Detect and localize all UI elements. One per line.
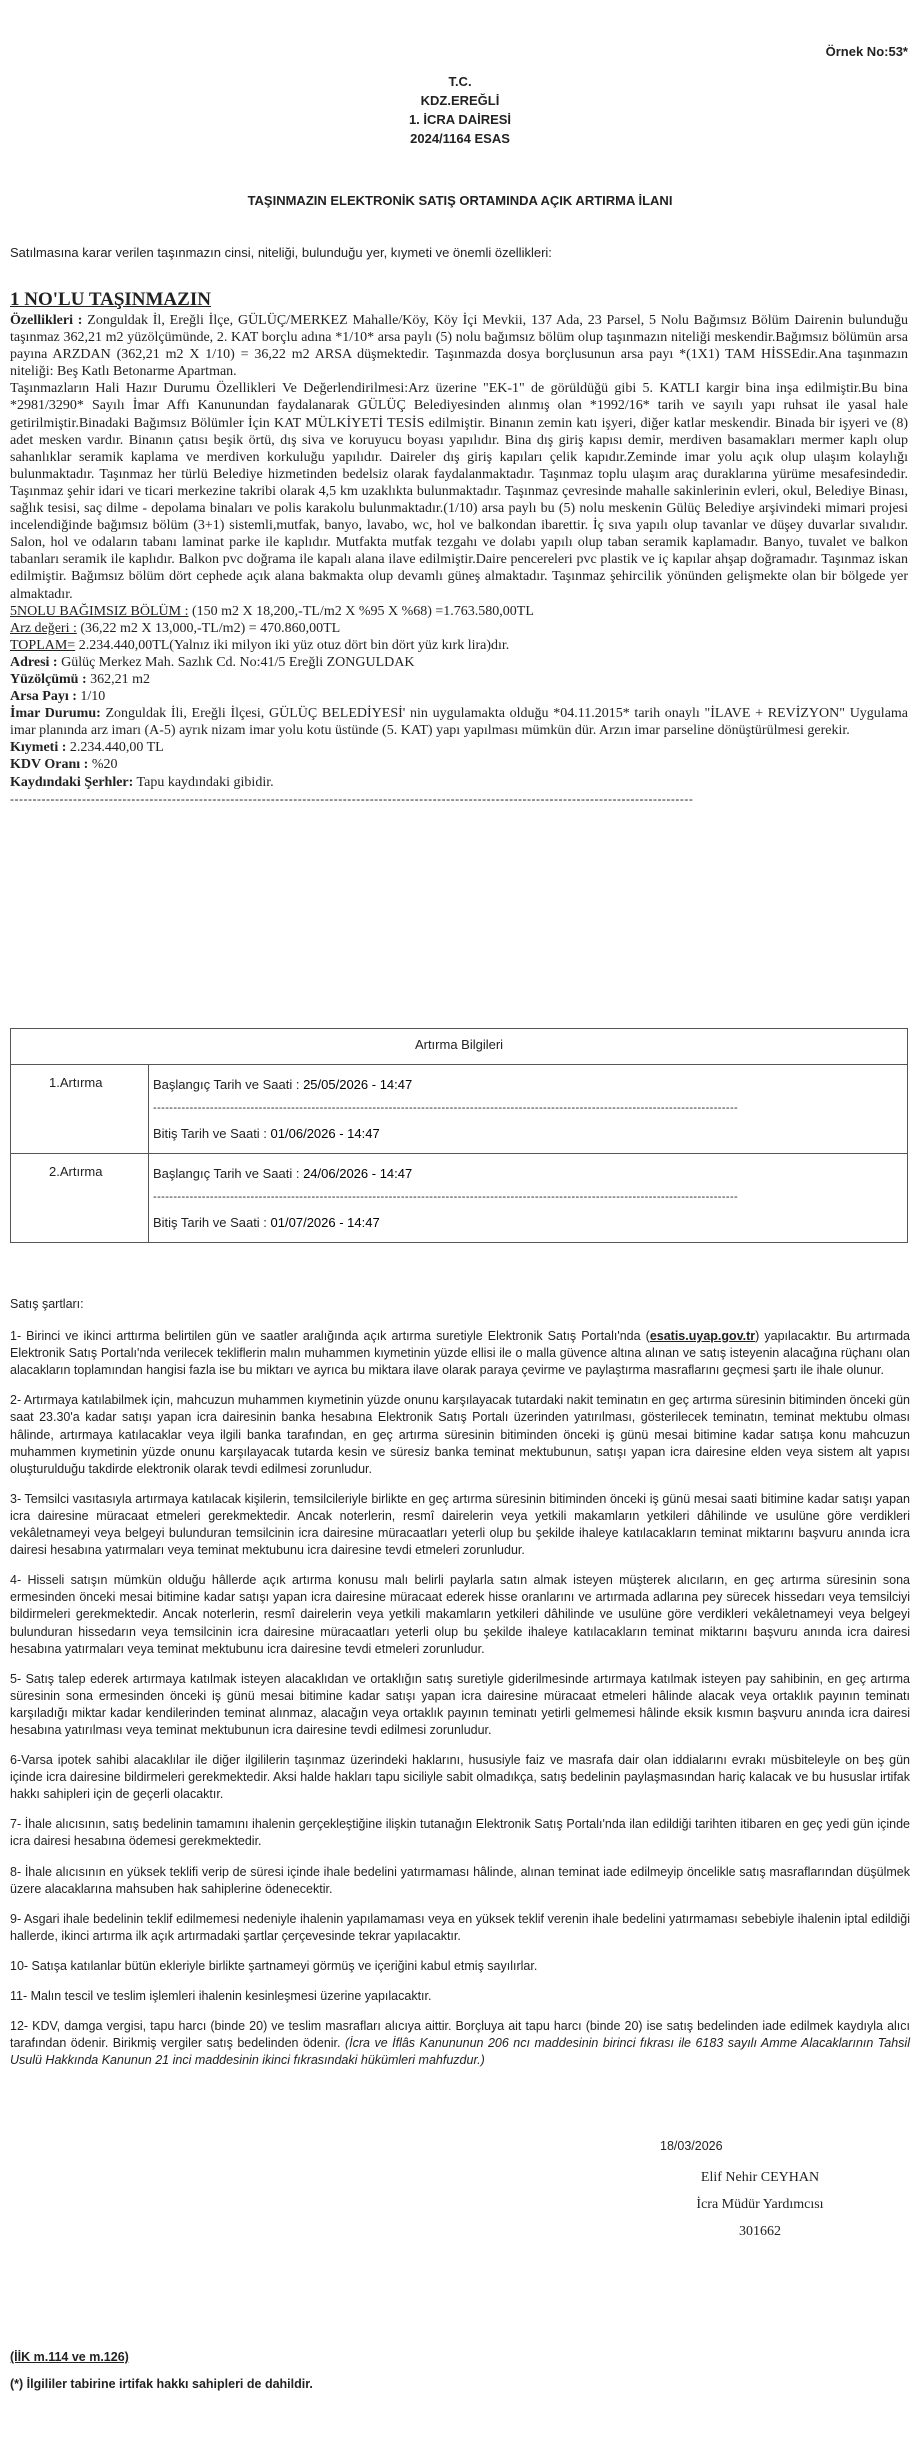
term-11: 11- Malın tescil ve teslim işlemleri ihalenin kesinleşmesi üzerine yapılacaktır. [10,1989,432,2003]
property-features [10,312,908,380]
property-area [10,671,908,688]
zoning-value: Zonguldak İli, Ereğli İlçesi, GÜLÜÇ BELEDİYESİ' nin uygulamakta olduğu *04.11.2015* tarih onaylı "İLAVE + REVİZYON" Uygulama imar planında arz imarı (A-5) ayrık nizam imar yolu kotu üstünde (5. KAT) yapı yapılması mümkün dür. Arzın imar parseline dönüştürülmesi gerekir. [10,706,909,739]
date-divider: ------------------------------------------------------------------------------------------------------------------------------------------------ [153,1191,739,1203]
term-7: 7- İhale alıcısının, satış bedelinin tamamını ihalenin gerçekleştiğine ilişkin tutanağın Elektronik Satış Portalı'nda ilan edildiği tarihten itibaren en geç yedi gün içinde icra dairesi hesabına ödemesi gerekmektedir. [10,1817,910,1849]
signature-date: 18/03/2026 [660,2139,723,2153]
end-datetime [153,1126,907,1141]
term-3: 3- Temsilci vasıtasıyla artırmaya katılacak kişilerin, temsilcileriyle birlikte en geç artırma süresinin bitiminden önceki iş günü mesai saati bitimine kadar satışı yapan icra dairesine müracaat etmeleri gerekmektedir. Ancak noterlerin, resmî dairelerin veya yetkili makamların yetkileri dâhilinde ve usulüne göre verdikleri vekâletnameyi veya belgeyi bulunduran temsilcinin icra dairesine müracaatları yeterli olup bu şekilde ihaleye katılacakların teminat miktarını başvuru anında icra dairesi hesabına yatırmaları veya teminat mektubunu icra dairesine tevdi etmeleri zorunludur. [10,1491,910,1558]
term-6: 6-Varsa ipotek sahibi alacaklılar ile diğer ilgililerin taşınmaz üzerindeki haklarını, hususiyle faiz ve masrafa dair olan iddialarını evrakı müsbiteleyle on beş gün içinde icra dairesine bildirmeleri gerekmektedir. Aksi halde hakları tapu siciliyle sabit olmadıkça, satış bedelinin paylaşmasından hariç kalacak ve bu hususlar irtifak hakkı sahipleri için de geçerli olacaktır. [10,1753,910,1802]
valuation-label: 5NOLU BAĞIMSIZ BÖLÜM : [10,603,189,619]
features-text: Zonguldak İl, Ereğli İlçe, GÜLÜÇ/MERKEZ Mahalle/Köy, Köy İçi Mevkii, 137 Ada, 23 Parsel, 5 Nolu Bağımsız Bölüm Dairenin bulunduğu taşınmaz 362,21 m2 yüzölçümünde, 2. KAT borçlu adına *1/10* arsa paylı (5) nolu bağımsız bölüm olup taşınmazın niteliği meskendir.Bağımsız bölümün arsa payına ARZDAN (362,21 m2 X 1/10) = 36,22 m2 ARSA düşmektedir. Taşınmazda dosya borçlusunun arsa payı *(1X1) TAM HİSSEdir.Ana taşınmazın niteliği: Beş Katlı Betonarme Apartman. [10,313,909,380]
term-2: 2- Artırmaya katılabilmek için, mahcuzun muhammen kıymetinin yüzde onunu karşılayacak tutardaki nakit teminatın en geç artırma süresinin bitiminden önceki gün saat 23.30'a kadar satışı yapan icra dairesinin banka hesabına Elektronik Satış Portalı üzerinden yatırılması, gösterilecek teminatın, teminat mektubu olması hâlinde, artırmaya katılacaklar veya ilgili banka tarafından, en geç artırma süresinin bitiminden önceki iş günü mesai bitimine kadar satışa konu mahcuzun muhammen kıymetinin yüzde onunu karşılayacak tutarda kesin ve süresiz banka teminat mektubunun, satışı yapan icra dairesine elden veya sistem alt yapısı oluşturulduğu takdirde elektronik olarak tevdi edilmesi zorunludur. [10,1393,910,1476]
vat-value: %20 [88,757,118,773]
footer [10,2344,313,2398]
term-9: 9- Asgari ihale bedelinin teklif edilmemesi nedeniyle ihalenin yapılamaması veya en yüksek teklif verenin ihale bedelini yatırmaması sebebiyle ihalenin iptal edildiği hallerde, ikinci artırma ilk açık artırmadaki şartlar çerçevesinde tekrar yapılacaktır. [10,1911,910,1943]
property-vat [10,756,908,773]
land-label: Arz değeri : [10,620,77,636]
zoning-label: İmar Durumu: [10,706,101,722]
auction-table-header: Artırma Bilgileri [11,1029,908,1065]
intro-text: Satılmasına karar verilen taşınmazın cinsi, niteliği, bulunduğu yer, kıymeti ve önemli özellikleri: [10,245,552,260]
sale-terms [10,1296,910,2082]
property-share [10,688,908,705]
sample-number: Örnek No:53* [825,44,908,59]
property-address [10,654,908,671]
area-value: 362,21 m2 [86,671,151,687]
start-value: 25/05/2026 - 14:47 [303,1077,413,1092]
term-1-text: 1- Birinci ve ikinci arttırma belirtilen gün ve saatler aralığında açık artırma suretiyle Elektronik Satış Portalı'nda ( [10,1329,650,1344]
property-description: Taşınmazların Hali Hazır Durumu Özellikleri Ve Değerlendirilmesi:Arz üzerine "EK-1" de görüldüğü gibi 5. KATLI kargir bina inşa edilmiştir.Bu bina *2981/3290* Sayılı İmar Affı Kanunundan faydalanarak GÜLÜÇ Belediyesinden alınmış olan *1992/16* tarih ve sayılı yapı ruhsat ile yasal hale getirilmiştir.Binadaki Bağımsız Bölümler İçin KAT MÜLKİYETİ TESİS edilmiştir. Binanın zemin katı işyeri, diğer katlar meskendir. Binada bir işyeri ve (8) adet mesken vardır. Binanın çatısı beşik örtü, dış siva ve koruyucu boyası yapılıdır. Bina dış giriş kapısı demir, merdiven basamakları mermer kaplı olup sahanlıklar seramik kaplama ve merdiven korkuluğu yapılıdır. Daireler dış giriş kapıları çelik kapıdır.Zeminde imar yolu açık olup ulaşım kolaylığı bulunmaktadır. Taşınmaz her türlü Belediye hizmetinden bedelsiz olarak faydalanmaktadır. Taşınmaz toplu ulaşım araç duraklarına yürüme mesafesindedir. Taşınmaz şehir idari ve ticari merkezine takribi olarak 4,5 km uzaklıkta bulunmaktadır. Taşınmaz çevresinde mahalle sakinlerinin evleri, okul, Belediye Binası, sağlık tesisi, saç dilme - depolama binaları ve polis karakolu bulunmaktadır.(1/10) arsa paylı bu (5) nolu meskenin Gülüç Belediye arşivindeki mimari projesi incelendiğinde bağımsız bölüm (3+1) sistemli,mutfak, banyo, lavabo, wc, hol ve balkondan ibarettir. İç sıva yapılı olup tavanlar ve düşey duvarlar sıvalıdır. Salon, hol ve odaların tabanı laminat parke ile kaplıdır. Mutfakta mutfak tezgahı ve dolabı yapılı olup taban seramik kaplamadır. Banyo, tuvalet ve balkon tabanları seramik ile kaplıdır. Balkon pvc doğrama ile kapalı alana ilave edilmiştir.Daire pencereleri pvc plastik ve iç kapılar ahşap doğramadır. Taşınmaz iskan edilmiştir. Bağımsız bölüm dört cephede açık alana bakmakta olup devamlı güneş almaktadır. Taşınmaz şehircilik yönünden gelişmekte olan bir bölgede yer almaktadır. [10,381,908,602]
law-reference: (İİK m.114 ve m.126) [10,2350,129,2364]
vat-label: KDV Oranı : [10,757,89,773]
header-line-city: KDZ.EREĞLİ [420,93,500,108]
header-line-file: 2024/1164 ESAS [410,131,510,146]
property-section [10,288,908,808]
footer-note: (*) İlgililer tabirine irtifak hakkı sahipleri de dahildir. [10,2377,313,2391]
start-label: Başlangıç Tarih ve Saati : [153,1166,304,1181]
round-name: 2.Artırma [11,1154,149,1243]
features-label: Özellikleri : [10,313,83,328]
registry-label: Kaydındaki Şerhler: [10,774,134,790]
property-total [10,637,908,654]
end-value: 01/07/2026 - 14:47 [270,1215,380,1230]
round-dates [149,1154,908,1243]
terms-title: Satış şartları: [10,1297,84,1311]
auction-table-header-row [11,1029,908,1065]
end-label: Bitiş Tarih ve Saati : [153,1126,271,1141]
area-label: Yüzölçümü : [10,671,87,687]
address-label: Adresi : [10,654,58,670]
term-4: 4- Hisseli satışın mümkün olduğu hâllerde açık artırma konusu malı belirli paylarla satın almak isteyen müşterek alıcıların, en geç artırma süresinin sona ermesinden önceki mesai bitimine kadar satışı yapan icra dairesine müracaat ederek hisse oranlarını ve artırmada adlarına pey sürecek hissedarı veya temsilciyi bildirmeleri gerekmektedir. Ancak noterlerin, resmî dairelerin veya yetkili makamların yetkileri dâhilinde ve usulüne göre verdikleri vekâletnameyi veya belgeyi bulunduran hissedarın veya temsilcinin icra dairesine müracaatları yeterli olup bu şekilde ihaleye katılacakların teminat miktarını başvuru anında icra dairesi hesabına yatırmaları veya teminat mektubunu icra dairesine tevdi etmeleri zorunludur. [10,1573,910,1656]
end-datetime [153,1215,907,1230]
total-label: TOPLAM= [10,637,76,653]
header-line-tc: T.C. [448,74,472,89]
total-value: 2.234.440,00TL(Yalnız iki milyon iki yüz otuz dört bin dört yüz kırk lira)dır. [75,637,510,653]
address-value: Gülüç Merkez Mah. Sazlık Cd. No:41/5 Ereğli ZONGULDAK [57,654,415,670]
auction-table [10,1028,908,1243]
round-dates [149,1065,908,1154]
share-label: Arsa Payı : [10,689,77,705]
signature-block [640,2164,880,2245]
property-value [10,739,908,756]
officer-code: 301662 [739,2224,781,2239]
section-divider: -------------------------------------------------------------------------------------------------------------------------------------------------------- [10,791,694,806]
court-header [0,72,920,148]
term-8: 8- İhale alıcısının en yüksek teklifi verip de süresi içinde ihale bedelini yatırmaması hâlinde, alınan teminat iade edilmeyip öncelikle satış masraflarından düşülmek üzere alacaklarına mahsuben hak sahiplerine ödenecektir. [10,1864,910,1896]
end-label: Bitiş Tarih ve Saati : [153,1215,271,1230]
term-12 [10,2018,910,2069]
property-registry [10,774,908,791]
table-row [11,1065,908,1154]
term-1 [10,1328,910,1379]
start-value: 24/06/2026 - 14:47 [303,1166,413,1181]
date-divider: ------------------------------------------------------------------------------------------------------------------------------------------------ [153,1102,739,1114]
start-datetime [153,1166,907,1181]
header-line-office: 1. İCRA DAİRESİ [408,112,512,127]
value-label: Kıymeti : [10,740,67,756]
registry-value: Tapu kaydındaki gibidir. [133,774,274,790]
land-value: (36,22 m2 X 13,000,-TL/m2) = 470.860,00TL [76,620,341,636]
term-1-text-end: ) yapılacaktır. Bu artırmada Elektronik Satış Portalı'nda verilecek tekliflerin malın muhammen kıymetinin yüzde ellisi ile o malla güvence altına alınan ve satış isteyenin alacağına rüçhanı olan alacakların toplamından hangisi fazla ise bu miktarı ve ayrıca bu miktara ilave olarak paraya çevirme ve paylaştırma masraflarını geçmesi şartı ile ihale olunur. [10,1329,910,1378]
property-land-value [10,620,908,637]
round-name: 1.Artırma [11,1065,149,1154]
term-5: 5- Satış talep ederek artırmaya katılmak isteyen alacaklıdan ve ortaklığın satış suretiyle giderilmesinde artırmaya katılmak isteyen pay sahibinin, en geç artırma süresinin sona ermesinden önceki iş günü mesai bitimine kadar satışı yapan icra dairesine müracaat etmeleri hâlinde alacak veya ortaklık payının teminatı karşıladığı miktar kadar kendilerinden teminat alınmaz, alacağın veya ortaklık payının teminatı yetirli gelmemesi hâlinde eksik kısmın başvuru anında icra dairesi hesabına yatırılması veya teminat mektubunun icra dairesine tevdi edilmesi zorunludur. [10,1671,910,1737]
value-amount: 2.234.440,00 TL [66,740,164,756]
term-10: 10- Satışa katılanlar bütün ekleriyle birlikte şartnameyi görmüş ve içeriğini kabul etmiş sayılırlar. [10,1958,538,1973]
property-title: 1 NO'LU TAŞINMAZIN [10,289,211,310]
property-zoning [10,705,908,739]
term-12-text: 12- KDV, damga vergisi, tapu harcı (binde 20) ve teslim masrafları alıcıya aittir. Borçluya ait tapu harcı (binde 20) ise satış bedelinden iade edilmek kaydıyla alıcı tarafından ödenir. Birikmiş vergiler satış bedelinden ödenir. [10,2019,910,2051]
start-datetime [153,1077,907,1092]
property-valuation [10,603,908,620]
table-row [11,1154,908,1243]
term-12-note: (İcra ve İflâs Kanununun 206 ncı maddesinin birinci fıkrası ile 6183 sayılı Amme Alacaklarının Tahsil Usulü Hakkında Kanunun 21 inci maddesinin ikinci fıkrasındaki hükümleri mahfuzdur.) [10,2036,910,2068]
esatis-link[interactable]: esatis.uyap.gov.tr [649,1329,756,1344]
start-label: Başlangıç Tarih ve Saati : [153,1077,304,1092]
officer-name: Elif Nehir CEYHAN [700,2170,820,2185]
share-value: 1/10 [76,689,106,705]
valuation-value: (150 m2 X 18,200,-TL/m2 X %95 X %68) =1.763.580,00TL [188,603,534,619]
notice-title: TAŞINMAZIN ELEKTRONİK SATIŞ ORTAMINDA AÇIK ARTIRMA İLANI [247,193,673,208]
officer-role: İcra Müdür Yardımcısı [696,2197,824,2212]
end-value: 01/06/2026 - 14:47 [270,1126,380,1141]
